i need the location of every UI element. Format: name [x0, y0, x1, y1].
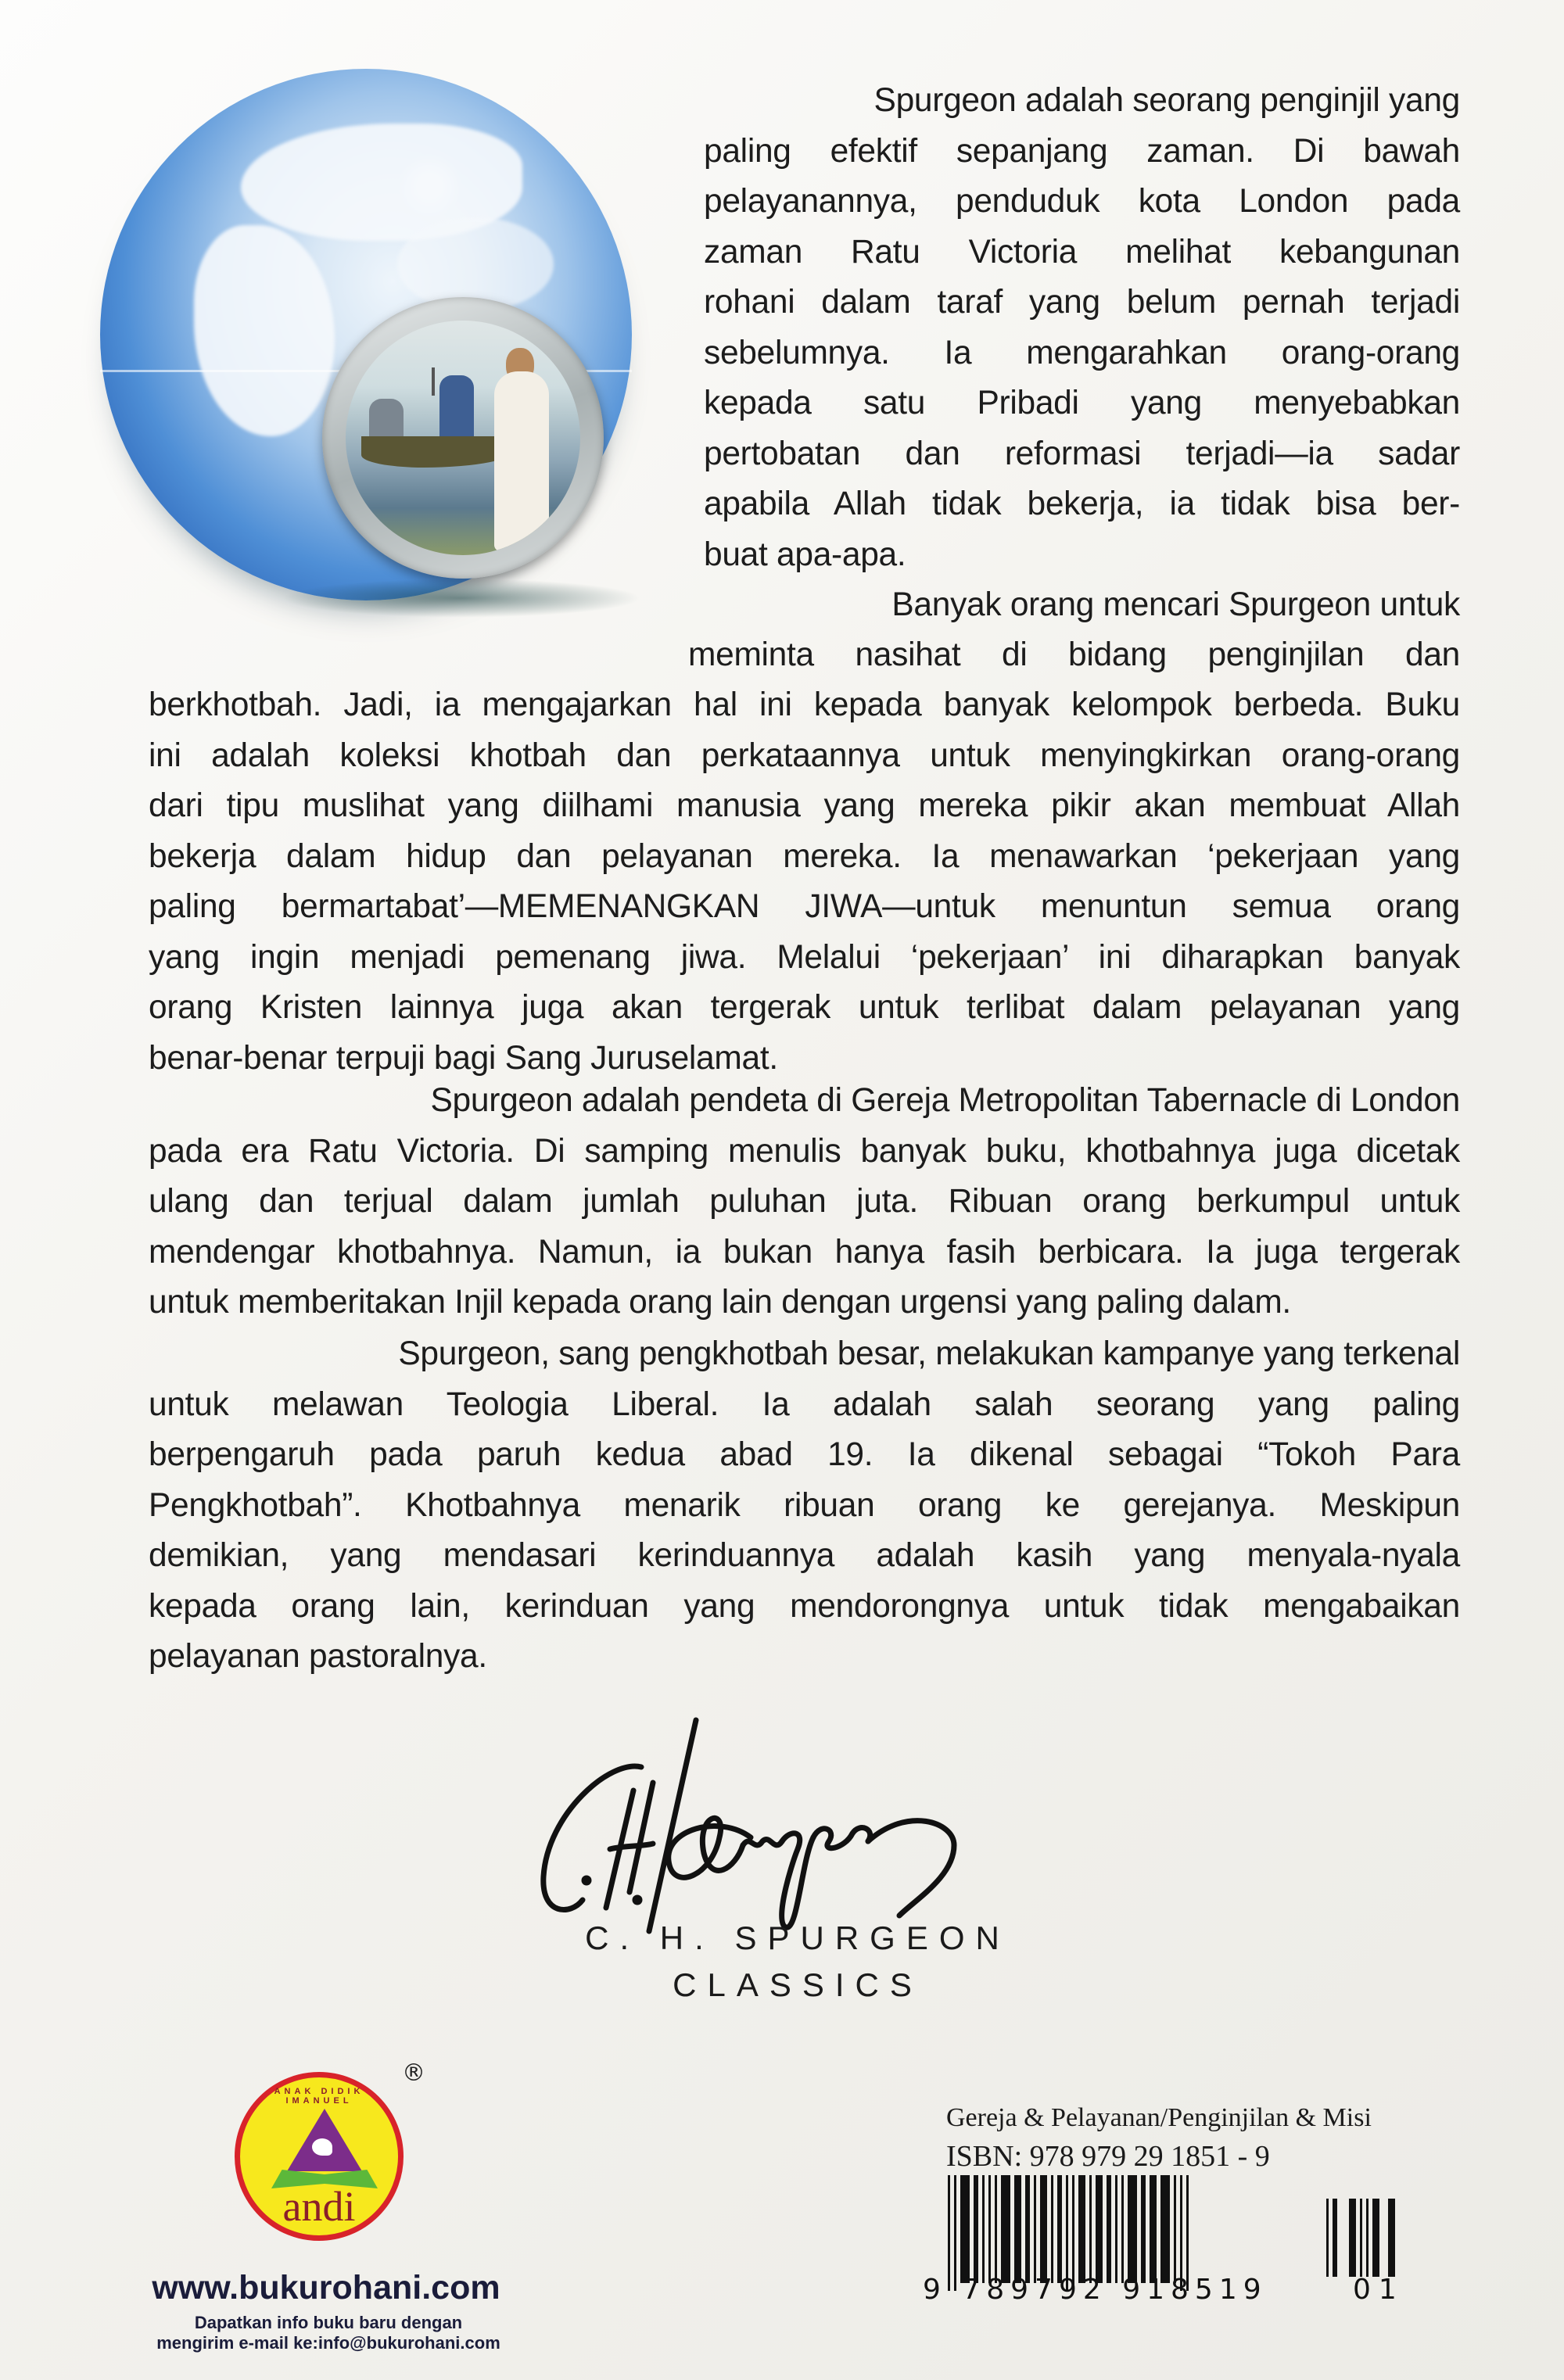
text-line: apabila Allah tidak bekerja, ia tidak bisa ber-	[704, 486, 1460, 522]
text-line: sebelumnya. Ia mengarahkan orang-orang	[704, 334, 1460, 371]
isbn-number: ISBN: 978 979 29 1851 - 9	[946, 2140, 1270, 2173]
text-line: pada era Ratu Victoria. Di samping menulis banyak buku, khotbahnya juga dicetak	[149, 1132, 1460, 1170]
globe-illustration	[94, 63, 673, 625]
text-line: Spurgeon adalah seorang penginjil yang	[873, 82, 1460, 119]
text-line: paling bermartabat’—MEMENANGKAN JIWA—untuk menuntun semua orang	[149, 888, 1460, 925]
text-line: berkhotbah. Jadi, ia mengajarkan hal ini kepada banyak kelompok berbeda. Buku	[149, 686, 1460, 723]
continent-shape	[194, 225, 335, 436]
text-line: pertobatan dan reformasi terjadi—ia sadar	[704, 435, 1460, 472]
text-line: ini adalah koleksi khotbah dan perkataannya untuk menyingkirkan orang-orang	[149, 737, 1460, 774]
text-line: kepada satu Pribadi yang menyebabkan	[704, 385, 1460, 421]
text-line: orang Kristen lainnya juga akan tergerak untuk terlibat dalam pelayanan yang	[149, 989, 1460, 1026]
andi-logo-icon	[235, 2072, 404, 2241]
fishermen-scene-image	[346, 321, 580, 555]
text-line: untuk melawan Teologia Liberal. Ia adalah salah seorang yang paling	[149, 1385, 1460, 1423]
text-line: rohani dalam taraf yang belum pernah terjadi	[704, 284, 1460, 321]
text-line: Spurgeon, sang pengkhotbah besar, melakukan kampanye yang terkenal	[398, 1335, 1460, 1372]
text-line: pelayanannya, penduduk kota London pada	[704, 183, 1460, 220]
logo-wordmark: andi	[282, 2183, 356, 2230]
paragraph-2	[149, 680, 1460, 1084]
book-category: Gereja & Pelayanan/Penginjilan & Misi	[946, 2103, 1372, 2132]
dove-icon	[312, 2138, 332, 2156]
text-line: meminta nasihat di bidang penginjilan dan	[688, 636, 1460, 673]
text-line: paling efektif sepanjang zaman. Di bawah	[704, 132, 1460, 170]
text-line: dari tipu muslihat yang diilhami manusia yang mereka pikir akan membuat Allah	[149, 787, 1460, 824]
paragraph-3	[149, 1076, 1460, 1328]
globe-shadow	[282, 579, 641, 618]
text-line: bekerja dalam hidup dan pelayanan mereka. Ia menawarkan ‘pekerjaan yang	[149, 837, 1460, 875]
paragraph-1	[704, 76, 1460, 580]
paragraph-2-line-2	[688, 630, 1460, 681]
text-line: yang ingin menjadi pemenang jiwa. Melalui ‘pekerjaan’ ini diharapkan banyak	[149, 938, 1460, 976]
text-line: mendengar khotbahnya. Namun, ia bukan hanya fasih berbicara. Ia juga tergerak	[149, 1233, 1460, 1271]
text-line: untuk memberitakan Injil kepada orang lain dengan urgensi yang paling dalam.	[149, 1284, 1291, 1321]
paragraph-2-line-1	[821, 580, 1460, 631]
text-line: Spurgeon adalah pendeta di Gereja Metropolitan Tabernacle di London	[430, 1082, 1460, 1119]
jesus-robe	[494, 371, 549, 551]
ean-digits: 9 789792 918519	[923, 2274, 1268, 2306]
text-line: kepada orang lain, kerinduan yang mendorongnya untuk tidak mengabaikan	[149, 1587, 1460, 1625]
paragraph-4	[149, 1329, 1460, 1683]
text-line: Pengkhotbah”. Khotbahnya menarik ribuan orang ke gerejanya. Meskipun	[149, 1486, 1460, 1524]
text-line: berpengaruh pada paruh kedua abad 19. Ia dikenal sebagai “Tokoh Para	[149, 1436, 1460, 1473]
addon-barcode-icon	[1326, 2199, 1399, 2277]
series-title: CLASSICS	[673, 1966, 923, 2003]
fisherman-figure	[439, 375, 474, 446]
publisher-website: www.bukurohani.com	[152, 2269, 500, 2307]
text-line: benar-benar terpuji bagi Sang Juruselamat.	[149, 1039, 778, 1077]
text-line: pelayanan pastoralnya.	[149, 1638, 487, 1675]
publisher-logo	[235, 2059, 425, 2252]
text-line: Banyak orang mencari Spurgeon untuk	[891, 586, 1460, 623]
text-line: demikian, yang mendasari kerinduannya adalah kasih yang menyala-nyala	[149, 1537, 1460, 1574]
registered-mark-icon: ®	[402, 2059, 425, 2087]
series-author-name: C. H. SPURGEON	[585, 1919, 1010, 1956]
sailboat-mast	[432, 367, 435, 396]
spurgeon-signature-icon	[516, 1704, 1110, 1939]
inset-lens-frame	[322, 297, 604, 579]
text-line: zaman Ratu Victoria melihat kebangunan	[704, 233, 1460, 271]
text-line: buat apa-apa.	[704, 536, 906, 573]
addon-digits: 01	[1353, 2274, 1404, 2306]
publisher-info-line-1: Dapatkan info buku baru dengan	[194, 2313, 463, 2332]
text-line: ulang dan terjual dalam jumlah puluhan juta. Ribuan orang berkumpul untuk	[149, 1183, 1460, 1220]
publisher-info-line-2: mengirim e-mail ke:info@bukurohani.com	[156, 2333, 500, 2353]
logo-ring-text: ANAK DIDIK IMANUEL	[274, 2087, 364, 2106]
ean-barcode-icon	[948, 2175, 1193, 2283]
